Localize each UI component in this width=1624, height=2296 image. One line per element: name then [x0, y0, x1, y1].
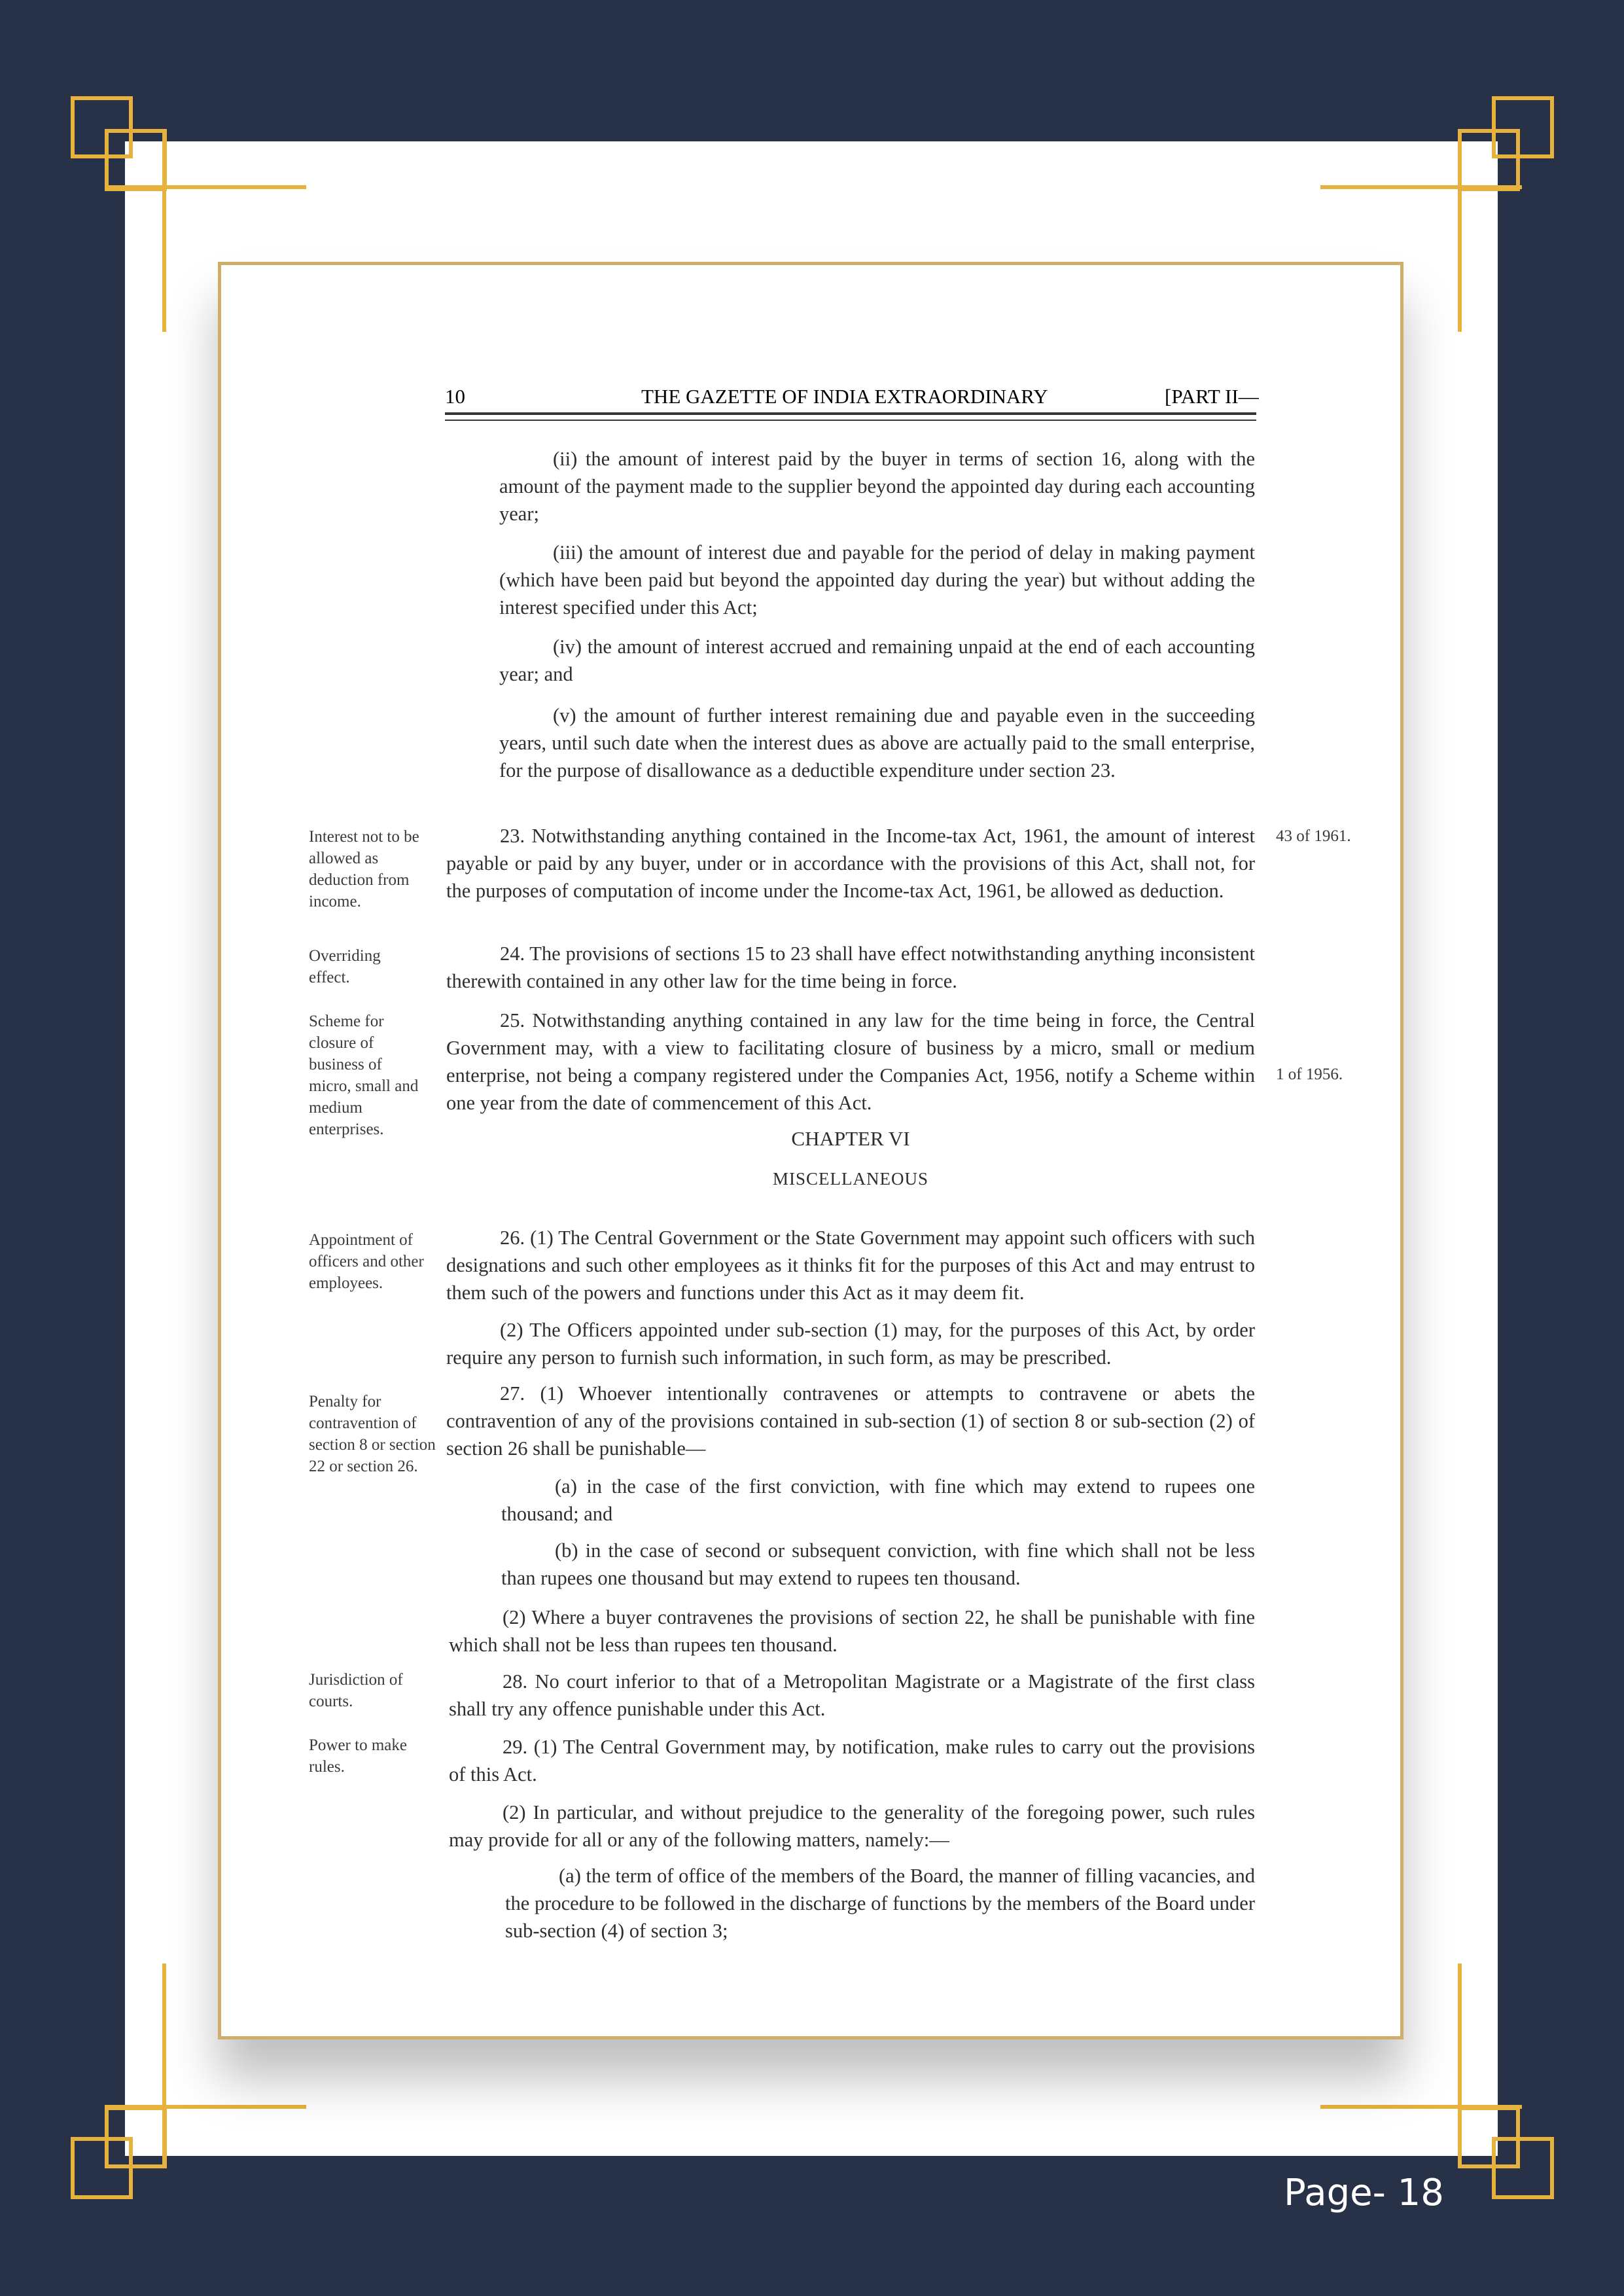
- corner-line: [1320, 185, 1522, 189]
- side-note-section-23: Interest not to be allowed as deduction from income.: [309, 828, 419, 910]
- side-note-section-27: Penalty for contravention of section 8 or section 22 or section 26.: [309, 1393, 436, 1475]
- corner-line: [105, 2105, 306, 2109]
- clause-iv: (iv) the amount of interest accrued and remaining unpaid at the end of each accounting year; and: [499, 636, 1255, 685]
- corner-ornament-top-right: [1458, 129, 1520, 191]
- side-note-section-29: Power to make rules.: [309, 1736, 407, 1776]
- corner-ornament-bottom-right: [1458, 2106, 1520, 2168]
- header-rule: [445, 412, 1256, 415]
- corner-ornament-top-left: [105, 129, 167, 191]
- corner-line: [162, 129, 166, 332]
- clause-29-a: (a) the term of office of the members of the Board, the manner of filling vacancies, and the procedure to be followed in the discharge of functions by the members of the Board under sub-section (4) of section 3;: [505, 1865, 1255, 1942]
- section-26-2: (2) The Officers appointed under sub-section (1) may, for the purposes of this Act, by order require any person to furnish such information, in such form, as may be prescribed.: [446, 1319, 1255, 1369]
- clause-ii: (ii) the amount of interest paid by the buyer in terms of section 16, along with the amount of the payment made to the supplier beyond the appointed day during each accounting year;: [499, 448, 1255, 525]
- margin-ref-1961: 43 of 1961.: [1276, 827, 1351, 845]
- section-29-2: (2) In particular, and without prejudice to the generality of the foregoing power, such rules may provide for all or any of the following matters, namely:—: [449, 1801, 1255, 1851]
- side-note-section-28: Jurisdiction of courts.: [309, 1671, 403, 1710]
- section-29-1: 29. (1) The Central Government may, by notification, make rules to carry out the provisions of this Act.: [449, 1736, 1255, 1785]
- section-27-1: 27. (1) Whoever intentionally contravenes or attempts to contravene or abets the contravention of any of the provisions contained in sub-section (1) of section 8 or sub-section (2) of section 26 shall be punishable—: [446, 1382, 1255, 1460]
- gazette-page-number: 10: [445, 385, 465, 408]
- corner-line: [1320, 2105, 1522, 2109]
- clause-27-b: (b) in the case of second or subsequent conviction, with fine which shall not be less than rupees one thousand but may extend to rupees ten thousand.: [501, 1539, 1255, 1589]
- chapter-title: MISCELLANEOUS: [772, 1169, 928, 1189]
- clause-iii: (iii) the amount of interest due and payable for the period of delay in making payment (which have been paid but beyond the appointed day during the year) but without adding the interest specified under this Act;: [499, 541, 1255, 619]
- section-24: 24. The provisions of sections 15 to 23 shall have effect notwithstanding anything inconsistent therewith contained in any other law for the time being in force.: [446, 942, 1255, 992]
- section-28: 28. No court inferior to that of a Metropolitan Magistrate or a Magistrate of the first class shall try any offence punishable under this Act.: [449, 1670, 1255, 1720]
- margin-ref-1956: 1 of 1956.: [1276, 1066, 1343, 1083]
- corner-line: [162, 1964, 166, 2166]
- chapter-number: CHAPTER VI: [791, 1127, 910, 1150]
- side-note-section-24: Overriding effect.: [309, 947, 381, 986]
- section-23: 23. Notwithstanding anything contained in the Income-tax Act, 1961, the amount of interest payable or paid by any buyer, under or in accordance with the provisions of this Act, shall not, for the purposes of computation of income under the Income-tax Act, 1961, be allowed as deduction.: [446, 825, 1255, 902]
- header-rule: [445, 420, 1256, 421]
- gazette-part: [PART II—: [1165, 385, 1259, 408]
- side-note-section-26: Appointment of officers and other employees.: [309, 1231, 424, 1292]
- clause-v: (v) the amount of further interest remaining due and payable even in the succeeding years, until such date when the interest dues as above are actually paid to the small enterprise, for the purpose of disallowance as a deductible expenditure under section 23.: [499, 704, 1255, 781]
- side-note-section-25: Scheme for closure of business of micro, small and medium enterprises.: [309, 1013, 419, 1138]
- section-27-2: (2) Where a buyer contravenes the provisions of section 22, he shall be punishable with fine which shall not be less than rupees ten thousand.: [449, 1606, 1255, 1656]
- page-label: Page- 18: [1284, 2172, 1444, 2214]
- gazette-title: THE GAZETTE OF INDIA EXTRAORDINARY: [641, 385, 1048, 408]
- section-25: 25. Notwithstanding anything contained in any law for the time being in force, the Central Government may, with a view to facilitating closure of business by a micro, small or medium enterprise, not being a company registered under the Companies Act, 1956, notify a Scheme within one year from the date of commencement of this Act.: [446, 1009, 1255, 1114]
- corner-ornament-bottom-left: [105, 2106, 167, 2168]
- clause-27-a: (a) in the case of the first conviction, with fine which may extend to rupees one thousand; and: [501, 1475, 1255, 1525]
- corner-line: [1458, 129, 1462, 332]
- corner-line: [105, 185, 306, 189]
- section-26-1: 26. (1) The Central Government or the State Government may appoint such officers with such designations and such other employees as it thinks fit for the purposes of this Act and may entrust to them such of the powers and functions under this Act as it may deem fit.: [446, 1227, 1255, 1304]
- corner-line: [1458, 1964, 1462, 2166]
